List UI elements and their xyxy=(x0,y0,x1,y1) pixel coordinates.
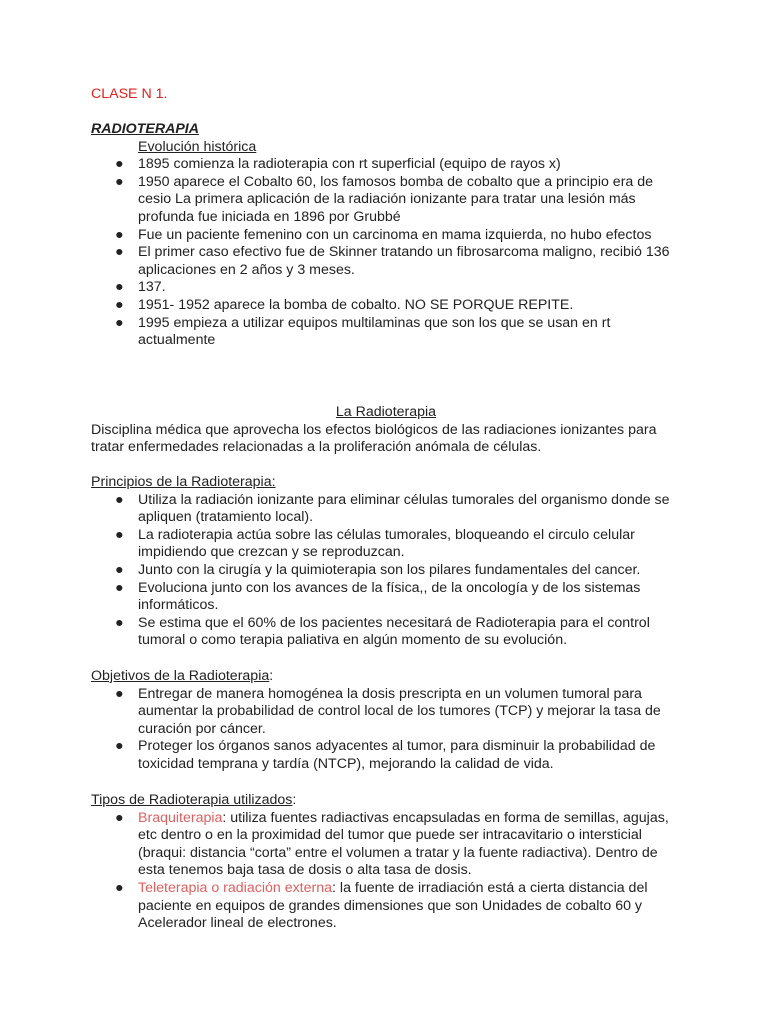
section-principios xyxy=(91,474,681,650)
list-item: ● Junto con la cirugía y la quimioterapia son los pilares fundamentales del cancer. xyxy=(115,561,641,578)
section-title-la-radioterapia: La Radioterapia xyxy=(335,404,437,420)
section-historia xyxy=(91,121,681,350)
list-item: ● La radioterapia actúa sobre las células tumorales, bloqueando el circulo celular impidiendo que crezcan y se reproduzcan. xyxy=(115,526,635,561)
term-braquiterapia: Braquiterapia xyxy=(138,809,223,826)
list-item: ● Se estima que el 60% de los pacientes necesitará de Radioterapia para el control tumoral o como terapia paliativa en algún momento de su evolución. xyxy=(115,614,650,649)
section-title-radioterapia: RADIOTERAPIA xyxy=(91,121,199,137)
section-definicion xyxy=(91,404,681,457)
list-item: ● Teleterapia o radiación externa: la fuente de irradiación está a cierta distancia del paciente en equipos de grandes dimensiones que son Unidades de cobalto 60 y Acelerador lineal de electrones. xyxy=(115,879,648,932)
list-item: ● El primer caso efectivo fue de Skinner tratando un fibrosarcoma maligno, recibió 136 aplicaciones en 2 años y 3 meses. xyxy=(115,244,670,278)
heading-principios: Principios de la Radioterapia: xyxy=(91,474,276,490)
list-item: ● 1950 aparece el Cobalto 60, los famosos bomba de cobalto que a principio era de cesio La primera aplicación de la radiación ionizante para tratar una lesión más profunda fue iniciada en 1896 por Grubbé xyxy=(115,173,654,225)
list-item: ● 1895 comienza la radioterapia con rt superficial (equipo de rayos x) xyxy=(115,156,561,173)
class-title: CLASE N 1. xyxy=(91,86,168,102)
class-header xyxy=(91,86,681,104)
subtitle-evolucion: Evolución histórica xyxy=(138,138,257,155)
heading-objetivos: Objetivos de la Radioterapia: xyxy=(91,668,274,684)
list-item: ● 1951- 1952 aparece la bomba de cobalto. NO SE PORQUE REPITE. xyxy=(115,296,574,313)
term-teleterapia: Teleterapia o radiación externa xyxy=(138,879,333,896)
definition-text: Disciplina médica que aprovecha los efectos biológicos de las radiaciones ionizantes para tratar enfermedades relacionadas a la proliferación anómala de células. xyxy=(91,421,657,456)
list-item: ● 137. xyxy=(115,279,166,296)
heading-tipos: Tipos de Radioterapia utilizados: xyxy=(91,792,297,808)
history-list xyxy=(91,156,681,350)
list-item: ● Utiliza la radiación ionizante para eliminar células tumorales del organismo donde se apliquen (tratamiento local). xyxy=(115,491,670,526)
section-tipos xyxy=(91,792,681,933)
list-item: ● Entregar de manera homogénea la dosis prescripta en un volumen tumoral para aumentar la probabilidad de control local de los tumores (TCP) y mejorar la tasa de curación por cáncer. xyxy=(115,685,661,737)
list-item: ● Fue un paciente femenino con un carcinoma en mama izquierda, no hubo efectos xyxy=(115,226,652,243)
list-item: ● Braquiterapia: utiliza fuentes radiactivas encapsuladas en forma de semillas, agujas, etc dentro o en la proximidad del tumor que puede ser intracavitario o intersticial (braqui: distancia “corta” entre el volumen a tratar y la fuente radiactiva). Dentro de esta tenemos baja tasa de dosis o alta tasa de dosis. xyxy=(115,809,669,879)
principles-list xyxy=(91,492,681,650)
list-item: ● Proteger los órganos sanos adyacentes al tumor, para disminuir la probabilidad de toxicidad temprana y tardía (NTCP), mejorando la calidad de vida. xyxy=(115,738,656,772)
list-item: ● 1995 empieza a utilizar equipos multilaminas que son los que se usan en rt actualmente xyxy=(115,314,611,349)
list-item: ● Evoluciona junto con los avances de la física,, de la oncología y de los sistemas informáticos. xyxy=(115,579,641,614)
objectives-list xyxy=(91,686,681,774)
types-list xyxy=(91,810,681,933)
section-objetivos xyxy=(91,668,681,774)
